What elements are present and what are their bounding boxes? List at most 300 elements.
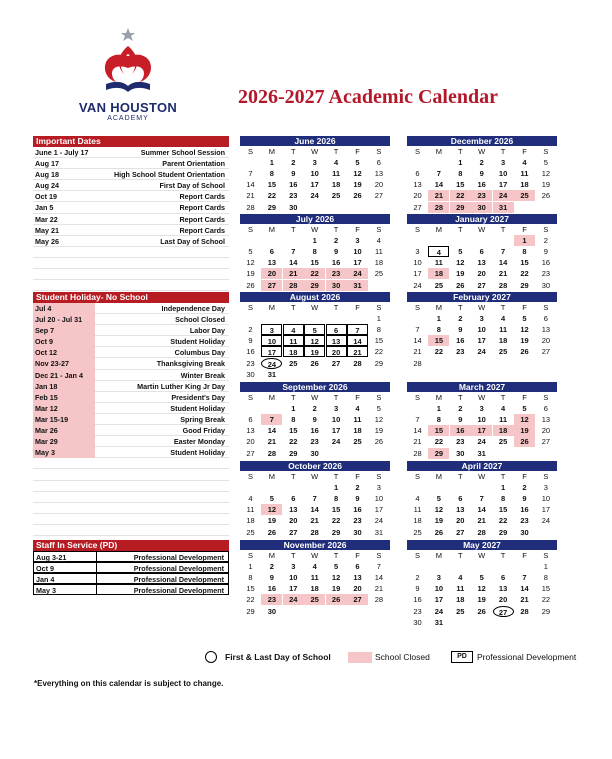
day-cell: 1 xyxy=(312,236,317,246)
day-cell: 8 xyxy=(312,247,317,257)
day-cell: 25 xyxy=(304,594,325,605)
month-grid xyxy=(407,471,557,540)
day-cell: 9 xyxy=(312,415,317,425)
day-cell: 22 xyxy=(450,190,471,201)
day-cell: 17 xyxy=(289,584,298,594)
day-cell: 27 xyxy=(541,347,551,357)
holiday-date: Oct 9 xyxy=(33,336,95,347)
day-cell: 17 xyxy=(477,336,486,346)
day-cell: 25 xyxy=(413,527,422,537)
day-cell: 4 xyxy=(248,494,253,504)
day-cell: 16 xyxy=(477,180,486,190)
month-grid xyxy=(240,146,390,214)
weekday-header: F xyxy=(355,225,360,234)
day-cell: 12 xyxy=(304,335,325,346)
day-cell: 16 xyxy=(353,505,362,515)
day-cell: 14 xyxy=(310,505,319,515)
month-october-2026 xyxy=(240,461,390,540)
day-cell: 13 xyxy=(326,335,347,346)
day-cell: 9 xyxy=(458,415,463,425)
day-cell: 28 xyxy=(428,202,449,213)
month-june-2026 xyxy=(240,136,390,214)
day-cell: 16 xyxy=(267,584,277,594)
day-cell: 5 xyxy=(522,314,527,324)
staff-in-service-heading: Staff In Service (PD) xyxy=(33,540,229,551)
day-cell: 25 xyxy=(498,437,508,447)
important-date-date: Jan 5 xyxy=(35,203,54,213)
weekday-header: W xyxy=(311,393,319,402)
weekday-header: W xyxy=(311,225,319,234)
pd-box-icon: PD xyxy=(451,651,473,663)
weekday-header: T xyxy=(458,225,463,234)
day-cell: 4 xyxy=(376,236,381,246)
holiday-event: Independence Day xyxy=(161,304,225,313)
weekday-header: S xyxy=(543,303,549,312)
day-cell: 15 xyxy=(267,180,277,190)
month-grid xyxy=(240,224,390,292)
day-cell: 2 xyxy=(415,573,420,583)
day-cell: 26 xyxy=(477,606,486,616)
important-date-date: May 21 xyxy=(35,225,59,235)
day-cell: 18 xyxy=(456,595,465,605)
important-date-date: June 1 - July 17 xyxy=(35,148,89,157)
important-date-row xyxy=(33,236,229,247)
weekday-header: T xyxy=(333,225,339,234)
weekday-header: M xyxy=(435,551,443,560)
day-cell: 30 xyxy=(541,280,551,290)
day-cell: 31 xyxy=(347,280,368,291)
weekday-header: T xyxy=(458,551,463,560)
weekday-header: T xyxy=(500,472,506,481)
day-cell: 24 xyxy=(541,516,551,526)
day-cell: 15 xyxy=(331,505,341,515)
day-cell: 20 xyxy=(477,269,486,279)
weekday-header: T xyxy=(333,472,339,481)
important-date-row xyxy=(33,180,229,191)
day-cell: 19 xyxy=(456,269,465,279)
day-cell: 26 xyxy=(374,437,384,447)
weekday-header: F xyxy=(355,472,360,481)
day-cell: 31 xyxy=(477,448,486,458)
day-cell: 8 xyxy=(376,325,381,335)
weekday-header: S xyxy=(376,472,382,481)
weekday-header: W xyxy=(478,303,486,312)
day-cell: 20 xyxy=(261,268,282,279)
day-cell: 16 xyxy=(331,258,341,268)
weekday-header: W xyxy=(311,303,319,312)
day-cell: 4 xyxy=(312,562,317,572)
day-cell: 7 xyxy=(291,247,296,257)
day-cell: 24 xyxy=(413,280,422,290)
weekday-header: S xyxy=(247,225,253,234)
day-cell: 14 xyxy=(413,426,422,436)
holiday-row xyxy=(33,358,229,369)
day-cell: 4 xyxy=(334,158,339,168)
day-cell: 19 xyxy=(353,180,362,190)
day-cell: 25 xyxy=(246,527,255,537)
day-cell: 20 xyxy=(413,191,422,201)
day-cell: 24 xyxy=(477,437,486,447)
day-cell: 10 xyxy=(477,415,486,425)
day-cell: 21 xyxy=(283,268,304,279)
day-cell: 23 xyxy=(456,347,465,357)
day-cell: 23 xyxy=(353,516,362,526)
day-cell: 19 xyxy=(514,425,535,436)
day-cell: 2 xyxy=(269,562,274,572)
disclaimer-note: *Everything on this calendar is subject to change. xyxy=(34,679,224,688)
holiday-row xyxy=(33,403,229,414)
day-cell: 29 xyxy=(267,202,277,212)
weekday-header: F xyxy=(522,147,527,156)
day-cell: 27 xyxy=(261,280,282,291)
day-cell: 13 xyxy=(267,258,277,268)
day-cell: 18 xyxy=(283,346,304,357)
day-cell: 10 xyxy=(331,415,341,425)
day-cell: 15 xyxy=(428,425,449,436)
weekday-header: T xyxy=(291,551,296,560)
day-cell: 21 xyxy=(246,191,255,201)
day-cell: 23 xyxy=(456,437,465,447)
day-cell: 16 xyxy=(289,180,298,190)
important-date-row xyxy=(33,269,229,280)
weekday-header: M xyxy=(435,303,443,312)
important-dates-heading: Important Dates xyxy=(33,136,229,147)
day-cell: 21 xyxy=(413,347,422,357)
day-cell: 23 xyxy=(261,594,282,605)
day-cell: 10 xyxy=(374,494,384,504)
day-cell: 22 xyxy=(289,437,298,447)
day-cell: 24 xyxy=(331,437,341,447)
day-cell: 8 xyxy=(291,415,296,425)
day-cell: 7 xyxy=(376,562,381,572)
month-title: October 2026 xyxy=(240,461,390,471)
month-grid xyxy=(407,146,557,214)
day-cell: 18 xyxy=(310,584,319,594)
holiday-row xyxy=(33,303,229,314)
legend-first-last: First & Last Day of School xyxy=(225,652,331,662)
day-cell: 24 xyxy=(347,268,368,279)
day-cell: 31 xyxy=(493,202,514,213)
holiday-date: Nov 23-27 xyxy=(33,358,95,369)
day-cell: 21 xyxy=(520,595,529,605)
day-cell: 5 xyxy=(269,494,274,504)
day-cell: 28 xyxy=(267,448,277,458)
phoenix-book-icon xyxy=(58,26,198,98)
day-cell: 24 xyxy=(477,347,486,357)
day-cell: 6 xyxy=(355,562,360,572)
weekday-header: S xyxy=(247,147,253,156)
holiday-event: President's Day xyxy=(171,392,225,402)
day-cell: 27 xyxy=(541,437,551,447)
day-cell: 21 xyxy=(374,584,384,594)
important-date-date: Oct 19 xyxy=(35,192,57,202)
weekday-header: T xyxy=(291,393,296,402)
day-cell: 30 xyxy=(289,202,298,212)
weekday-header: F xyxy=(522,303,527,312)
holiday-row xyxy=(33,336,229,347)
day-cell: 26 xyxy=(353,191,362,201)
day-cell: 16 xyxy=(310,426,319,436)
month-february-2027 xyxy=(407,292,557,382)
pd-row xyxy=(33,551,229,562)
day-cell: 8 xyxy=(436,325,441,335)
school-closed-swatch xyxy=(348,652,372,663)
day-cell: 13 xyxy=(477,258,486,268)
day-cell: 12 xyxy=(520,325,529,335)
day-cell: 21 xyxy=(347,346,368,357)
day-cell: 30 xyxy=(471,202,492,213)
day-cell: 23 xyxy=(541,269,551,279)
day-cell: 24 xyxy=(434,606,444,616)
holiday-date: Jul 4 xyxy=(33,303,95,314)
weekday-header: S xyxy=(247,393,253,402)
month-december-2026 xyxy=(407,136,557,214)
day-cell: 2 xyxy=(334,236,339,246)
day-cell: 15 xyxy=(428,335,449,346)
weekday-header: T xyxy=(500,551,506,560)
important-date-event: Report Cards xyxy=(179,192,225,202)
day-cell: 4 xyxy=(501,404,506,414)
weekday-header: M xyxy=(268,303,276,312)
day-cell: 6 xyxy=(326,324,347,335)
day-cell: 3 xyxy=(355,236,360,246)
day-cell: 30 xyxy=(246,369,255,379)
day-cell: 10 xyxy=(413,258,422,268)
day-cell: 6 xyxy=(269,247,274,257)
day-cell: 11 xyxy=(413,505,422,515)
pd-row xyxy=(33,562,229,573)
day-cell: 8 xyxy=(269,169,274,179)
day-cell: 2 xyxy=(543,236,548,246)
month-title: September 2026 xyxy=(240,382,390,392)
day-cell: 5 xyxy=(355,158,360,168)
day-cell: 23 xyxy=(289,191,298,201)
month-grid xyxy=(407,302,557,382)
weekday-header: S xyxy=(414,472,420,481)
day-cell: 15 xyxy=(498,505,508,515)
day-cell: 16 xyxy=(456,336,465,346)
day-cell: 7 xyxy=(479,494,484,504)
day-cell: 26 xyxy=(267,527,277,537)
day-cell: 21 xyxy=(477,516,486,526)
day-cell: 11 xyxy=(353,415,362,425)
day-cell: 4 xyxy=(415,494,420,504)
day-cell: 3 xyxy=(479,404,484,414)
day-cell: 1 xyxy=(436,314,441,324)
month-april-2027 xyxy=(407,461,557,540)
day-cell: 14 xyxy=(374,573,384,583)
day-cell: 24 xyxy=(374,516,384,526)
weekday-header: S xyxy=(543,147,549,156)
staff-in-service-section xyxy=(33,540,229,595)
day-cell: 17 xyxy=(471,425,492,436)
day-cell: 3 xyxy=(376,483,381,493)
day-cell: 3 xyxy=(501,158,506,168)
weekday-header: M xyxy=(268,147,276,156)
day-cell: 13 xyxy=(413,180,422,190)
day-cell: 1 xyxy=(248,562,253,572)
weekday-header: S xyxy=(543,225,549,234)
day-cell: 30 xyxy=(413,617,422,627)
day-cell: 7 xyxy=(248,169,253,179)
important-date-date: May 26 xyxy=(35,236,59,246)
day-cell: 12 xyxy=(261,504,282,515)
day-cell: 1 xyxy=(291,404,296,414)
holiday-event: Winter Break xyxy=(180,370,225,380)
day-cell: 4 xyxy=(458,573,463,583)
day-cell: 20 xyxy=(289,516,298,526)
holiday-row xyxy=(33,469,229,480)
weekday-header: T xyxy=(500,225,506,234)
weekday-header: S xyxy=(376,393,382,402)
weekday-header: F xyxy=(355,551,360,560)
day-cell: 22 xyxy=(246,595,255,605)
day-cell: 30 xyxy=(456,448,465,458)
month-title: May 2027 xyxy=(407,540,557,550)
important-date-row xyxy=(33,280,229,291)
legend xyxy=(205,650,595,666)
weekday-header: T xyxy=(458,393,463,402)
weekday-header: S xyxy=(543,472,549,481)
holiday-date: Mar 26 xyxy=(33,425,95,436)
student-holiday-section xyxy=(33,292,229,547)
important-date-row xyxy=(33,214,229,225)
holiday-event: Student Holiday xyxy=(170,337,225,347)
day-cell: 16 xyxy=(450,425,471,436)
day-cell: 17 xyxy=(374,505,384,515)
day-cell: 19 xyxy=(246,269,255,279)
day-cell: 28 xyxy=(246,202,255,212)
day-cell: 22 xyxy=(331,516,341,526)
day-cell: 1 xyxy=(514,235,535,246)
important-date-event: Summer School Session xyxy=(140,148,225,157)
day-cell: 14 xyxy=(289,258,298,268)
day-cell: 18 xyxy=(374,258,384,268)
day-cell: 22 xyxy=(304,268,325,279)
day-cell: 9 xyxy=(269,573,274,583)
weekday-header: T xyxy=(333,551,339,560)
pd-date: Oct 9 xyxy=(36,564,54,574)
day-cell: 23 xyxy=(326,268,347,279)
day-cell: 29 xyxy=(374,358,384,368)
day-cell: 30 xyxy=(520,527,529,537)
day-cell: 14 xyxy=(520,584,529,594)
day-cell: 27 xyxy=(331,358,341,368)
day-cell: 9 xyxy=(543,247,548,257)
day-cell: 3 xyxy=(334,404,339,414)
important-date-date: Aug 24 xyxy=(35,181,59,191)
weekday-header: M xyxy=(268,551,276,560)
month-january-2027 xyxy=(407,214,557,292)
weekday-header: M xyxy=(268,393,276,402)
holiday-date: Mar 12 xyxy=(33,403,95,414)
day-cell: 28 xyxy=(374,595,384,605)
day-cell: 19 xyxy=(541,180,551,190)
weekday-header: W xyxy=(478,551,486,560)
day-cell: 6 xyxy=(376,158,381,168)
day-cell: 2 xyxy=(312,404,317,414)
month-august-2026 xyxy=(240,292,390,382)
weekday-header: F xyxy=(355,393,360,402)
day-cell: 5 xyxy=(458,247,463,257)
day-cell: 12 xyxy=(456,258,465,268)
holiday-row xyxy=(33,458,229,469)
important-dates-section xyxy=(33,136,229,302)
pd-row xyxy=(33,584,229,595)
day-cell: 12 xyxy=(477,584,486,594)
month-may-2027 xyxy=(407,540,557,630)
day-cell: 15 xyxy=(374,336,384,346)
day-cell: 27 xyxy=(246,448,255,458)
day-cell: 25 xyxy=(374,269,384,279)
month-september-2026 xyxy=(240,382,390,461)
day-cell: 3 xyxy=(312,158,317,168)
day-cell: 30 xyxy=(310,448,319,458)
day-cell: 4 xyxy=(428,246,449,257)
day-cell: 26 xyxy=(456,280,465,290)
student-holiday-heading: Student Holiday- No School xyxy=(33,292,229,303)
day-cell: 12 xyxy=(434,505,444,515)
holiday-event: Martin Luther King Jr Day xyxy=(137,381,225,391)
day-cell: 11 xyxy=(283,335,304,346)
holiday-row xyxy=(33,436,229,447)
day-cell: 8 xyxy=(501,494,506,504)
day-cell: 2 xyxy=(248,325,253,335)
day-cell: 19 xyxy=(520,336,529,346)
day-cell: 18 xyxy=(520,180,529,190)
day-cell: 12 xyxy=(331,573,341,583)
day-cell: 27 xyxy=(456,527,465,537)
academy-logo xyxy=(58,26,198,124)
day-cell: 5 xyxy=(543,158,548,168)
holiday-row xyxy=(33,514,229,525)
important-date-event: Last Day of School xyxy=(160,236,225,246)
month-grid xyxy=(240,471,390,540)
month-title: December 2026 xyxy=(407,136,557,146)
day-cell: 23 xyxy=(520,516,529,526)
day-cell: 21 xyxy=(413,437,422,447)
day-cell: 19 xyxy=(434,516,444,526)
day-cell: 26 xyxy=(541,191,551,201)
day-cell: 18 xyxy=(498,336,508,346)
day-cell: 2 xyxy=(458,314,463,324)
day-cell: 22 xyxy=(541,595,551,605)
day-cell: 20 xyxy=(498,595,508,605)
weekday-header: S xyxy=(247,472,253,481)
day-cell: 20 xyxy=(541,426,551,436)
day-cell: 27 xyxy=(289,527,298,537)
pd-event: Professional Development xyxy=(133,553,224,562)
day-cell: 3 xyxy=(261,324,282,335)
day-cell: 11 xyxy=(499,325,508,335)
weekday-header: S xyxy=(543,551,549,560)
day-cell: 18 xyxy=(353,426,362,436)
day-cell: 19 xyxy=(477,595,486,605)
day-cell: 9 xyxy=(479,169,484,179)
day-cell: 6 xyxy=(291,494,296,504)
day-cell: 29 xyxy=(246,606,255,616)
day-cell: 18 xyxy=(246,516,255,526)
day-cell: 10 xyxy=(477,325,486,335)
weekday-header: S xyxy=(414,225,420,234)
day-cell: 6 xyxy=(543,314,548,324)
weekday-header: S xyxy=(543,393,549,402)
day-cell: 6 xyxy=(479,247,484,257)
month-july-2026 xyxy=(240,214,390,292)
holiday-row xyxy=(33,425,229,436)
weekday-header: T xyxy=(333,393,339,402)
day-cell: 18 xyxy=(331,180,341,190)
